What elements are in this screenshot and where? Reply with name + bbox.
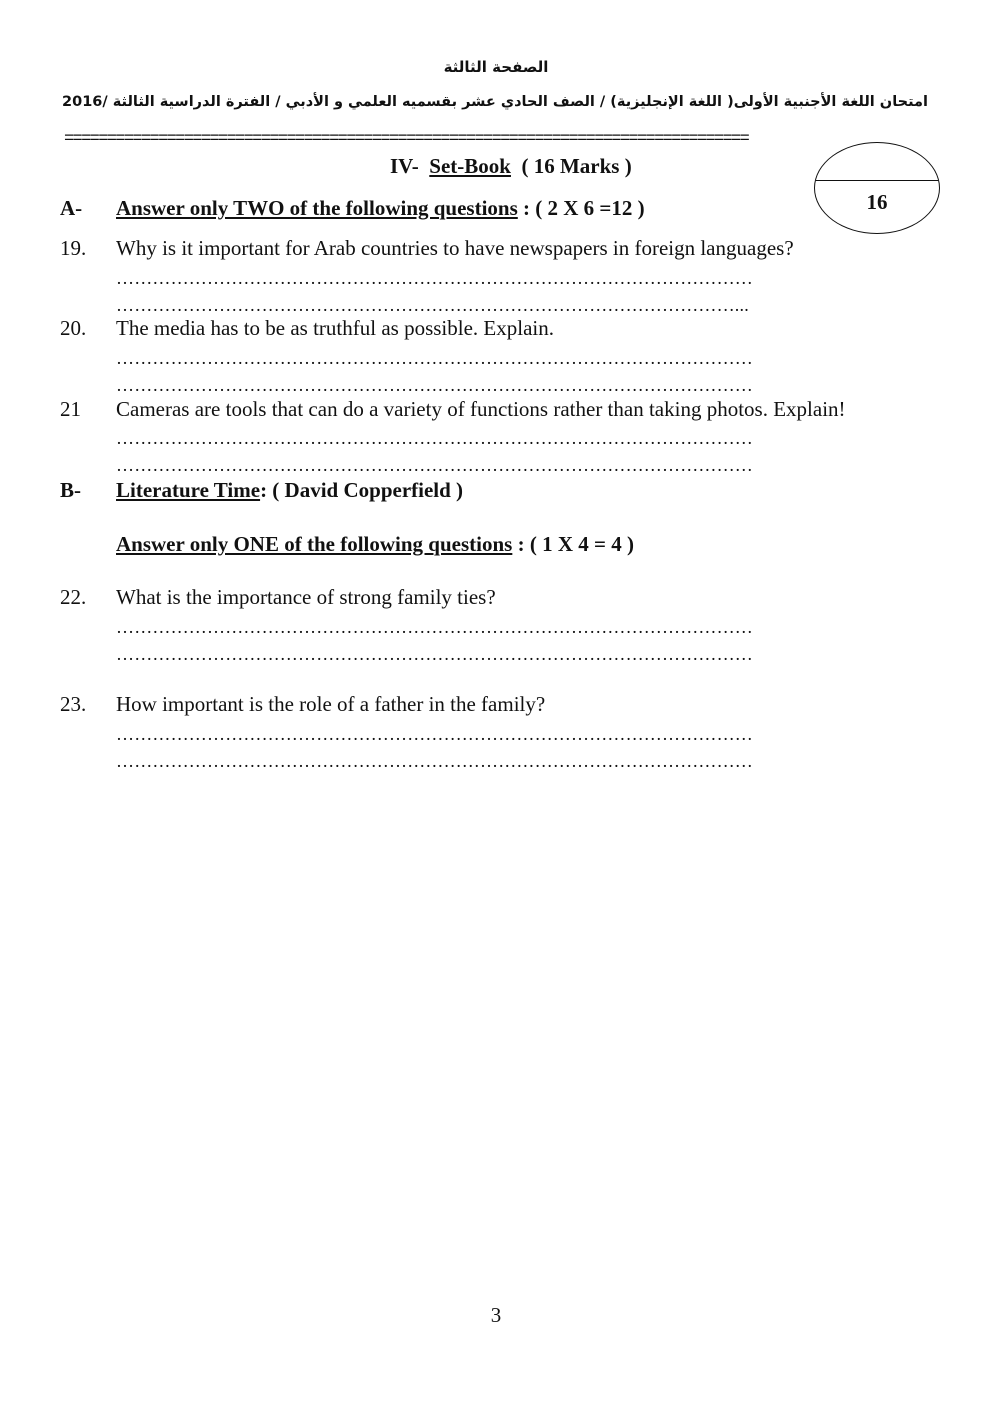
- section-title: [390, 154, 632, 179]
- question-19-text: Why is it important for Arab countries to have newspapers in foreign languages?: [116, 236, 794, 260]
- score-divider: [815, 180, 939, 181]
- question-23-text: How important is the role of a father in the family?: [116, 692, 546, 716]
- question-21-text: Cameras are tools that can do a variety of functions rather than taking photos. Explain!: [116, 397, 846, 421]
- literature-book: : ( David Copperfield ): [260, 478, 464, 502]
- answer-line[interactable]: ……………………………………………………………………………………………: [116, 428, 753, 448]
- score-value: 16: [866, 190, 888, 214]
- answer-line[interactable]: ……………………………………………………………………………………………: [116, 455, 753, 475]
- section-prefix: IV-: [390, 154, 419, 178]
- question-20-text: The media has to be as truthful as possible. Explain.: [116, 316, 554, 340]
- part-b-instruction: [116, 532, 634, 557]
- part-a-instruction: [116, 196, 645, 221]
- score-oval: [814, 142, 940, 234]
- exam-title: امتحان اللغة الأجنبية الأولى( اللغة الإنجليزية) / الصف الحادي عشر بقسميه العلمي و الأدبي / الفترة الدراسية الثالثة /2016: [62, 94, 928, 110]
- part-b-marker: B-: [60, 478, 81, 502]
- part-b-points: : ( 1 X 4 = 4 ): [517, 532, 634, 556]
- answer-line[interactable]: ……………………………………………………………………………………………: [116, 644, 753, 664]
- part-a-instruction-text: Answer only TWO of the following questions: [116, 196, 518, 220]
- answer-line[interactable]: ……………………………………………………………………………………………: [116, 268, 753, 288]
- part-a-points: : ( 2 X 6 =12 ): [523, 196, 645, 220]
- question-23-number: 23.: [60, 692, 87, 716]
- answer-line[interactable]: ……………………………………………………………………………………………: [116, 348, 753, 368]
- literature-title: Literature Time: [116, 478, 261, 502]
- answer-line[interactable]: ……………………………………………………………………………………………: [116, 751, 753, 771]
- separator-line: ================================================================================: [64, 130, 749, 149]
- question-22-number: 22.: [60, 585, 87, 609]
- answer-line[interactable]: ……………………………………………………………………………………………: [116, 617, 753, 637]
- answer-line[interactable]: …………………………………………………………………………………………...: [116, 295, 749, 315]
- question-19-number: 19.: [60, 236, 87, 260]
- question-22-text: What is the importance of strong family ties?: [116, 585, 496, 609]
- section-marks: ( 16 Marks ): [521, 154, 632, 178]
- answer-line[interactable]: ……………………………………………………………………………………………: [116, 724, 753, 744]
- answer-line[interactable]: ……………………………………………………………………………………………: [116, 375, 753, 395]
- section-name: Set-Book: [429, 154, 511, 178]
- question-21-number: 21: [60, 397, 81, 421]
- part-a-marker: A-: [60, 196, 83, 220]
- part-b-instruction-text: Answer only ONE of the following questions: [116, 532, 513, 556]
- page-label: الصفحة الثالثة: [443, 58, 549, 76]
- literature-heading: [116, 478, 463, 503]
- question-20-number: 20.: [60, 316, 87, 340]
- page-number: 3: [490, 1303, 502, 1327]
